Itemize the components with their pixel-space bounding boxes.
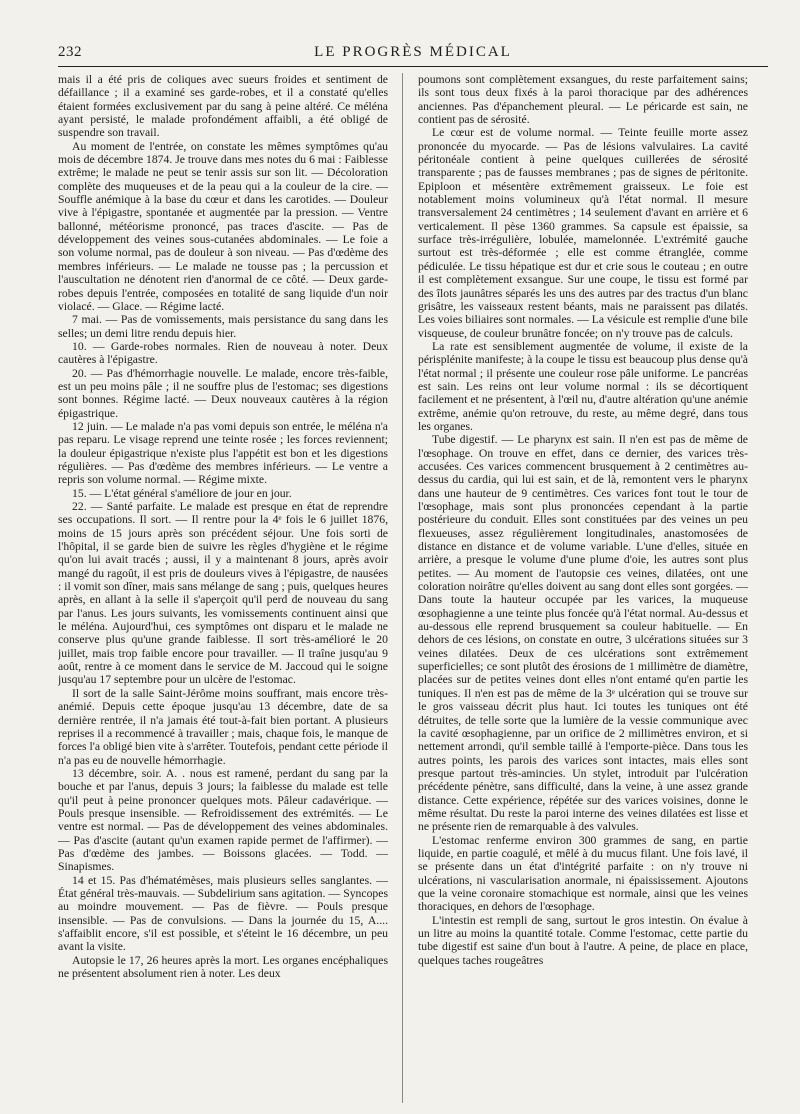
paragraph: 7 mai. — Pas de vomissements, mais persistance du sang dans les selles; un demi litre rendu depuis hier.: [58, 313, 388, 340]
paragraph: 14 et 15. Pas d'hématémèses, mais plusieurs selles sanglantes. — État général très-mauvais. — Subdelirium sans agitation. — Syncopes au moindre mouvement. — Pas de fièvre. — Pouls presque insensible. — Pas de convulsions. — Dans la journée du 15, A.... s'affaiblit encore, s'il est possible, et s'éteint le 16 décembre, un peu avant la visite.: [58, 873, 388, 954]
paragraph: 20. — Pas d'hémorrhagie nouvelle. Le malade, encore très-faible, est un peu moins pâle ; il ne souffre plus de l'estomac; ses digestions sont bonnes. Régime lacté. — Deux nouveaux cautères à la région épigastrique.: [58, 366, 388, 420]
right-column: [418, 73, 748, 1103]
paragraph: Il sort de la salle Saint-Jérôme moins souffrant, mais encore très-anémié. Depuis cette époque jusqu'au 13 décembre, date de sa dernière rentrée, il n'a jamais été tout-à-fait bien portant. A plusieurs reprises il a recommencé à travailler ; mais, chaque fois, le manque de forces l'a obligé bien vite à s'arrêter. Toutefois, pendant cette période il n'a pas eu de nouvelle hémorrhagie.: [58, 686, 388, 767]
page-number: 232: [58, 44, 82, 60]
paragraph: Autopsie le 17, 26 heures après la mort. Les organes encéphaliques ne présentent absolument rien à noter. Les deux: [58, 953, 388, 981]
paragraph: Au moment de l'entrée, on constate les mêmes symptômes qu'au mois de décembre 1874. Je trouve dans mes notes du 6 mai : Faiblesse extrême; le malade ne peut se tenir assis sur son lit. — Décoloration complète des muqueuses et de la peau qui a la couleur de la cire. — Souffle anémique à la base du cœur et dans les carotides. — Douleur vive à l'épigastre, spontanée et augmentée par la pression. — Ventre ballonné, météorisme prononcé, pas traces d'ascite. — Pas de développement des veines sous-cutanées abdominales. — Le foie a son volume normal, pas de douleur à son niveau. — Pas d'œdème des membres inférieurs. — Le malade ne tousse pas ; la percussion et l'auscultation ne dénotent rien d'anormal de ce côté. — Deux garde-robes depuis l'entrée, composées en totalité de sang liquide d'un noir violacé. — Glace. — Régime lacté.: [58, 139, 388, 313]
paragraph: mais il a été pris de coliques avec sueurs froides et sentiment de défaillance ; il a examiné ses garde-robes, et il a constaté qu'elles étaient formées exclusivement par du sang à peine altéré. Ce méléna ayant persisté, le malade profondément affaibli, a été obligé de suspendre son travail.: [58, 73, 388, 140]
paragraph: poumons sont complètement exsangues, du reste parfaitement sains; ils sont tous deux fixés à la paroi thoracique par des adhérences anciennes. Pas d'épanchement pleural. — Le péricarde est sain, ne contient pas de sérosité.: [418, 73, 748, 127]
paragraph: 10. — Garde-robes normales. Rien de nouveau à noter. Deux cautères à l'épigastre.: [58, 339, 388, 367]
paragraph: L'intestin est rempli de sang, surtout le gros intestin. On évalue à un litre au moins la quantité totale. Comme l'estomac, cette partie du tube digestif est saine d'un bout à l'autre. A peine, de place en place, quelques taches rougeâtres: [418, 913, 748, 967]
paragraph: 22. — Santé parfaite. Le malade est presque en état de reprendre ses occupations. Il sort. — Il rentre pour la 4ᵉ fois le 6 juillet 1876, moins de 15 jours après son précédent séjour. Une fois sorti de l'hôpital, il se garde bien de suivre les règles d'hygiène et le régime qu'on lui avait tracés ; aussi, il y a maintenant 8 jours, après avoir mangé du ragoût, il est pris de douleurs vives à l'épigastre, de nausées : il vomit son dîner, mais sans mélange de sang ; puis, quelques heures après, en allant à la selle il s'aperçoit qu'il perd de nouveau du sang par l'anus. Les jours suivants, les vomissements continuent ainsi que le méléna. Aujourd'hui, ces symptômes ont disparu et le malade ne conserve plus qu'une grande faiblesse. Il sort très-amélioré le 20 juillet, mais trop faible encore pour travailler. — Il traîne jusqu'au 9 août, rentre à ce moment dans le service de M. Jaccoud qui le soigne jusqu'au 17 septembre pour un ulcère de l'estomac.: [58, 500, 388, 687]
running-title: LE PROGRÈS MÉDICAL: [314, 44, 512, 60]
paragraph: 13 décembre, soir. A. . nous est ramené, perdant du sang par la bouche et par l'anus, depuis 3 jours; la faiblesse du malade est telle qu'il peut à peine prononcer quelques mots. Pâleur cadavérique. — Pouls presque insensible. — Refroidissement des extrémités. — Le ventre est normal. — Pas de développement des veines abdominales. — Pas d'ascite (autant qu'un examen rapide permet de l'affirmer). — Pas d'œdème des jambes. — Boissons glacées. — Todd. — Sinapismes.: [58, 766, 388, 874]
paragraph: La rate est sensiblement augmentée de volume, il existe de la périsplénite manifeste; à la coupe le tissu est beaucoup plus dense qu'à l'état normal ; il présente une couleur rose pâle uniforme. Le pancréas est sain. Les reins ont leur volume normal : ils se décortiquent facilement et ne présentent, à l'œil nu, d'autre altération qu'une anémie extrême, anémie qu'on retrouve, du reste, au même degré, dans tous les organes.: [418, 339, 748, 433]
page-header: [58, 44, 768, 67]
paragraph: 12 juin. — Le malade n'a pas vomi depuis son entrée, le méléna n'a pas reparu. Le visage reprend une teinte rosée ; les forces reviennent; la douleur épigastrique n'existe plus l'appétit est bon et les digestions régulières. — Pas d'œdème des membres inférieurs. — Le ventre a repris son volume normal. — Régime mixte.: [58, 419, 388, 487]
paragraph: Tube digestif. — Le pharynx est sain. Il n'en est pas de même de l'œsophage. On trouve en effet, dans ce dernier, des varices très-accusées. Ces varices commencent brusquement à 2 centimètres au-dessus du cardia, qui lui est sain, et de là, remontent vers le pharynx dans une hauteur de 9 centimètres. Ces varices font tout le tour de l'œsophage, mais sont plus prononcées cependant à la partie postérieure du conduit. Elles sont constituées par des veines un peu flexueuses, assez régulièrement longitudinales, anastomosées de distance en distance et de volume variable. L'une d'elles, située en arrière, a presque le volume d'une plume d'oie, les autres sont plus petites. — Au moment de l'autopsie ces veines, dilatées, ont une coloration noirâtre qu'elles doivent au sang dont elles sont gorgées. — Dans toute la hauteur occupée par les varices, la muqueuse œsophagienne a une teinte plus foncée qu'à l'état normal. Au-dessus et au-dessous elle reprend brusquement sa couleur habituelle. — En dehors de ces lésions, on constate en outre, 3 ulcérations situées sur 3 veines dilatées. Deux de ces ulcérations sont extrêmement superficielles; ce sont plutôt des érosions de 1 millimètre de diamètre, placées sur de petites veines dont elles n'ont entamé qu'en partie les tuniques. Il n'en est pas de même de la 3ᵉ ulcération qui se trouve sur le gros vaisseau décrit plus haut. Ici toutes les tuniques ont été détruites, de telle sorte que la lumière de la vessie communique avec la cavité œsophagienne, par un orifice de 2 millimètres environ, et si nettement arrondi, qu'il semble taillé à l'emporte-pièce. Dans tous les autres points, les parois des varices sont intactes, mais elles sont presque partout très-amincies. Un stylet, introduit par l'ulcération précédente pénètre, sans difficulté, dans la veine, à une assez grande distance. Cette expérience, répétée sur des varices voisines, donne le même résultat. Du reste la paroi interne des veines dilatées est lisse et ne présente rien de remarquable à des valvules.: [418, 433, 748, 834]
paragraph: Le cœur est de volume normal. — Teinte feuille morte assez prononcée du myocarde. — Pas de lésions valvulaires. La cavité péritonéale contient à peine quelques cuillerées de sérosité transparente ; pas de fausses membranes ; pas de signes de péritonite. Epiploon et mésentère extrêmement graisseux. Le foie est notablement moins volumineux qu'à l'état normal. Il mesure transversalement 24 centimètres ; 14 seulement d'avant en arrière et 6 verticalement. Il pèse 1360 grammes. Sa capsule est épaissie, sa surface très-irrégulière, lobulée, mamelonnée. L'extrémité gauche surtout est très-déformée ; elle est comme étranglée, comme pédiculée. Le tissu hépatique est dur et crie sous le couteau ; en outre il est complètement exsangue. Sur une coupe, le tissu est formé par des îlots jaunâtres séparés les uns des autres par des tractus d'un blanc grisâtre, les vaisseaux restent béants, mais ne paraissent pas dilatés. Les voies biliaires sont normales. — La vésicule est remplie d'une bile visqueuse, de couleur brunâtre foncée; on n'y trouve pas de calculs.: [418, 126, 748, 340]
left-column: [58, 73, 388, 1103]
paragraph: 15. — L'état général s'améliore de jour en jour.: [72, 486, 292, 500]
paragraph: L'estomac renferme environ 300 grammes de sang, en partie liquide, en partie coagulé, et mêlé à du mucus filant. Une fois lavé, il se présente dans un état d'intégrité parfaite : on n'y trouve ni ulcérations, ni vascularisation anormale, ni épaississement. Ajoutons que la veine coronaire stomachique est normale, ainsi que les veines thoraciques, en dehors de l'œsophage.: [418, 833, 748, 914]
column-divider: [402, 73, 403, 1103]
